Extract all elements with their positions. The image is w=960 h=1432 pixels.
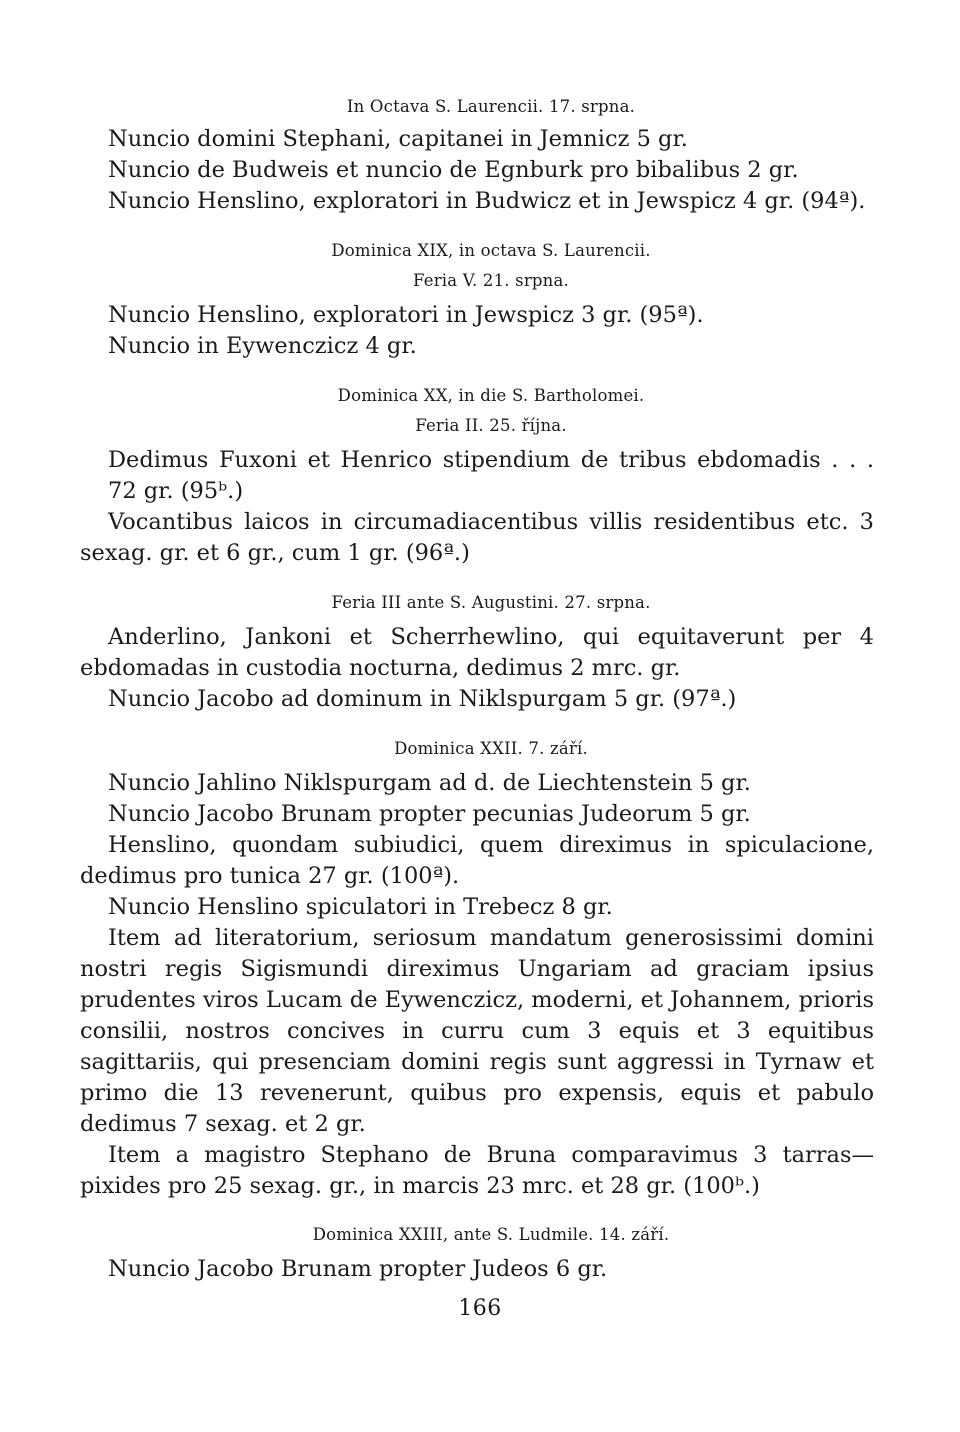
section-heading: Dominica XIX, in octava S. Laurencii. <box>331 241 651 260</box>
entry: Vocantibus laicos in circumadiacentibus villis residentibus etc. 3 sexag. gr. et 6 gr., cum 1 gr. (96ª.) <box>80 509 874 566</box>
section-3 <box>80 385 874 569</box>
entry: Nuncio in Eywenczicz 4 gr. <box>108 333 417 359</box>
entry: Dedimus Fuxoni et Henrico stipendium de tribus ebdomadis . . . 72 gr. (95ᵇ.) <box>108 447 874 504</box>
section-subheading: Feria V. 21. srpna. <box>413 271 569 290</box>
section-1 <box>108 96 874 217</box>
entry: Nuncio domini Stephani, capitanei in Jemnicz 5 gr. <box>108 126 688 152</box>
entry: Anderlino, Jankoni et Scherrhewlino, qui equitaverunt per 4 ebdomadas in custodia nocturna, dedimus 2 mrc. gr. <box>80 624 874 681</box>
entry: Nuncio Henslino spiculatori in Trebecz 8 gr. <box>108 894 613 920</box>
section-6 <box>108 1224 874 1285</box>
section-heading: Dominica XXII. 7. září. <box>394 739 588 758</box>
entry: Nuncio Henslino, exploratori in Budwicz et in Jewspicz 4 gr. (94ª). <box>108 188 866 214</box>
document-page <box>80 96 874 1285</box>
entry: Item a magistro Stephano de Bruna comparavimus 3 tarras—pixides pro 25 sexag. gr., in marcis 23 mrc. et 28 gr. (100ᵇ.) <box>80 1142 874 1199</box>
section-4 <box>80 592 874 715</box>
entry: Nuncio Jacobo Brunam propter pecunias Judeorum 5 gr. <box>108 801 751 827</box>
section-heading: Dominica XXIII, ante S. Ludmile. 14. září. <box>312 1225 670 1244</box>
entry: Nuncio Henslino, exploratori in Jewspicz 3 gr. (95ª). <box>108 302 704 328</box>
page-number: 166 <box>458 1296 502 1321</box>
section-5 <box>80 738 874 1202</box>
entry: Nuncio Jahlino Niklspurgam ad d. de Liechtenstein 5 gr. <box>108 770 751 796</box>
section-2 <box>108 240 874 362</box>
section-heading: Dominica XX, in die S. Bartholomei. <box>337 386 645 405</box>
section-heading: Feria III ante S. Augustini. 27. srpna. <box>331 593 651 612</box>
entry: Item ad literatorium, seriosum mandatum generosissimi domini nostri regis Sigismundi direximus Ungariam ad graciam ipsius prudentes viros Lucam de Eywenczicz, moderni, et Johannem, prioris consilii, nostros concives in curru cum 3 equis et 3 equitibus sagittariis, qui presenciam domini regis sunt aggressi in Tyrnaw et primo die 13 revenerunt, quibus pro expensis, equis et pabulo dedimus 7 sexag. et 2 gr. <box>80 925 874 1137</box>
entry: Nuncio Jacobo ad dominum in Niklspurgam 5 gr. (97ª.) <box>108 686 737 712</box>
entry: Nuncio de Budweis et nuncio de Egnburk pro bibalibus 2 gr. <box>108 157 799 183</box>
entry: Henslino, quondam subiudici, quem direximus in spiculacione, dedimus pro tunica 27 gr. (100ª). <box>80 832 874 889</box>
section-subheading: Feria II. 25. října. <box>415 416 567 435</box>
section-heading: In Octava S. Laurencii. 17. srpna. <box>346 97 636 116</box>
entry: Nuncio Jacobo Brunam propter Judeos 6 gr. <box>108 1256 608 1282</box>
